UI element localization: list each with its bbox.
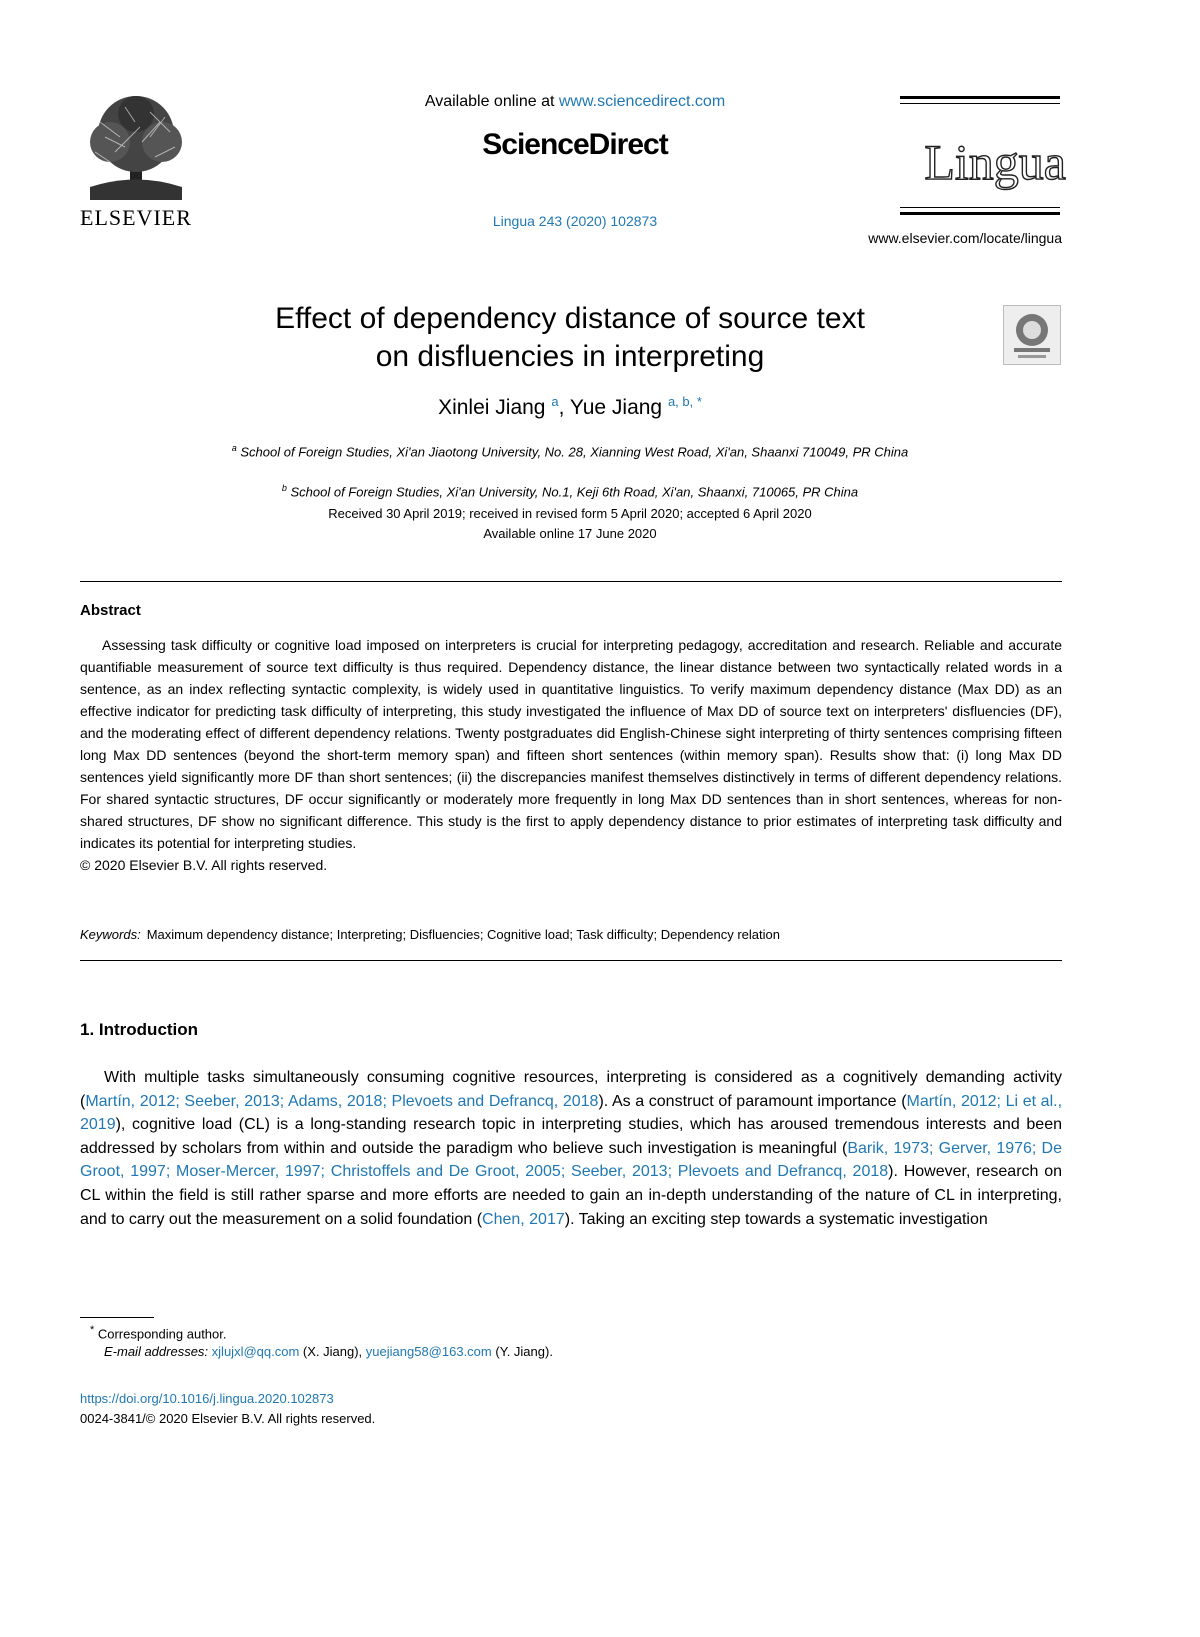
citation-link[interactable]: Chen, 2017 xyxy=(482,1210,565,1228)
article-title xyxy=(150,300,990,376)
email-link[interactable]: yuejiang58@163.com xyxy=(365,1344,492,1359)
keywords-label: Keywords: xyxy=(80,927,141,942)
abstract-copyright: © 2020 Elsevier B.V. All rights reserved. xyxy=(80,857,328,873)
journal-rule-bottom xyxy=(900,212,1060,215)
journal-url[interactable]: www.elsevier.com/locate/lingua xyxy=(868,230,1062,246)
available-date: Available online 17 June 2020 xyxy=(483,526,657,541)
received-dates: Received 30 April 2019; received in revised form 5 April 2020; accepted 6 April 2020 xyxy=(328,506,812,521)
email-link[interactable]: xjlujxl@qq.com xyxy=(211,1344,300,1359)
section-heading: 1. Introduction xyxy=(80,1020,199,1039)
corresponding-author-note: * Corresponding author. xyxy=(90,1324,227,1342)
abstract-text xyxy=(80,634,1062,876)
issn-copyright: 0024-3841/© 2020 Elsevier B.V. All rights reserved. xyxy=(80,1411,376,1426)
author-list: Xinlei Jiang $^a$, Yue Jiang $^{a, b, *}$ xyxy=(438,394,702,419)
email-addresses: E-mail addresses: xjlujxl@qq.com (X. Jiang), yuejiang58@163.com (Y. Jiang). xyxy=(104,1344,553,1359)
doi-link[interactable]: https://doi.org/10.1016/j.lingua.2020.102873 xyxy=(80,1391,334,1406)
citation-link[interactable]: Martín, 2012; Li et al., 2019 xyxy=(80,1092,1063,1134)
author-affil-mark[interactable]: a, b, * xyxy=(667,394,702,409)
divider xyxy=(80,960,1062,961)
title-line-2: on disfluencies in interpreting xyxy=(375,340,765,373)
platform-name: ScienceDirect xyxy=(482,128,668,161)
sciencedirect-link[interactable]: www.sciencedirect.com xyxy=(558,93,726,110)
intro-text xyxy=(80,1066,1062,1231)
volume-info[interactable]: Lingua 243 (2020) 102873 xyxy=(492,213,658,229)
keywords xyxy=(80,927,1062,942)
available-online: Available online at www.sciencedirect.com xyxy=(424,93,726,110)
journal-rule-top-thin xyxy=(900,103,1060,104)
check-for-updates-icon[interactable] xyxy=(1003,305,1061,365)
keywords-list: Maximum dependency distance; Interpreting; Disfluencies; Cognitive load; Task difficulty; Dependency relation xyxy=(146,927,780,942)
article-dates xyxy=(150,504,990,544)
footnote-rule xyxy=(80,1317,154,1318)
affiliation-b: $^b$ School of Foreign Studies, Xi'an University, No.1, Keji 6th Road, Xi'an, Shaanxi, 710065, PR China xyxy=(281,483,859,500)
author-affil-mark[interactable]: a xyxy=(551,394,559,409)
publisher-name: ELSEVIER xyxy=(80,205,192,230)
citation-link[interactable]: Martín, 2012; Seeber, 2013; Adams, 2018; Plevoets and Defrancq, 2018 xyxy=(85,1092,599,1110)
journal-rule-bottom-thin xyxy=(900,207,1060,208)
abstract-paragraph: Assessing task difficulty or cognitive load imposed on interpreters is crucial for interpreting pedagogy, accreditation and research. Reliable and accurate quantifiable measurement of source text difficulty is thus required. Dependency distance, the linear distance between two syntactically related words in a sentence, as an index reflecting syntactic complexity, is widely used in quantitative linguistics. To verify maximum dependency distance (Max DD) as an effective indicator for predicting task difficulty of interpreting, this study investigated the influence of Max DD of source text on interpreters' disfluencies (DF), and the moderating effect of different dependency relations. Twenty postgraduates did English-Chinese sight interpreting of thirty sentences comprising fifteen long Max DD sentences (beyond the short-term memory span) and fifteen short sentences (within memory span). Results show that: (i) long Max DD sentences yield significantly more DF than short sentences; (ii) the discrepancies manifest themselves distinctively in terms of different dependency relations. For shared syntactic structures, DF occur significantly or moderately more frequently in long Max DD sentences than in short sentences, whereas for non-shared structures, DF show no significant difference. This study is the first to apply dependency distance to prior estimates of interpreting task difficulty and indicates its potential for interpreting studies. xyxy=(80,637,1062,851)
divider xyxy=(80,581,1062,582)
author-name[interactable]: Yue Jiang xyxy=(569,396,663,419)
title-line-1: Effect of dependency distance of source text xyxy=(275,302,865,335)
author-name[interactable]: Xinlei Jiang xyxy=(438,396,546,419)
journal-name: Lingua xyxy=(924,134,1066,190)
citation-link[interactable]: Barik, 1973; Gerver, 1976; De Groot, 1997; Moser-Mercer, 1997; Christoffels and De Groot, 2005; Seeber, 2013; Plevoets and Defrancq, 2018 xyxy=(80,1139,1063,1181)
abstract-heading: Abstract xyxy=(80,602,141,619)
journal-rule-top xyxy=(900,96,1060,99)
intro-paragraph: With multiple tasks simultaneously consuming cognitive resources, interpreting is considered as a cognitively demanding activity (Martín, 2012; Seeber, 2013; Adams, 2018; Plevoets and Defrancq, 2018). As a construct of paramount importance (Martín, 2012; Li et al., 2019), cognitive load (CL) is a long-standing research topic in interpreting studies, which has aroused tremendous interests and been addressed by scholars from within and outside the paradigm who believe such investigation is meaningful (Barik, 1973; Gerver, 1976; De Groot, 1997; Moser-Mercer, 1997; Christoffels and De Groot, 2005; Seeber, 2013; Plevoets and Defrancq, 2018). However, research on CL within the field is still rather sparse and more efforts are needed to gain an in-depth understanding of the nature of CL in interpreting, and to carry out the measurement on a solid foundation (Chen, 2017). Taking an exciting step towards a systematic investigation xyxy=(80,1069,1063,1228)
affiliation-a: $^a$ School of Foreign Studies, Xi'an Jiaotong University, No. 28, Xianning West Road, Xi'an, Shaanxi 710049, PR China xyxy=(231,443,909,460)
